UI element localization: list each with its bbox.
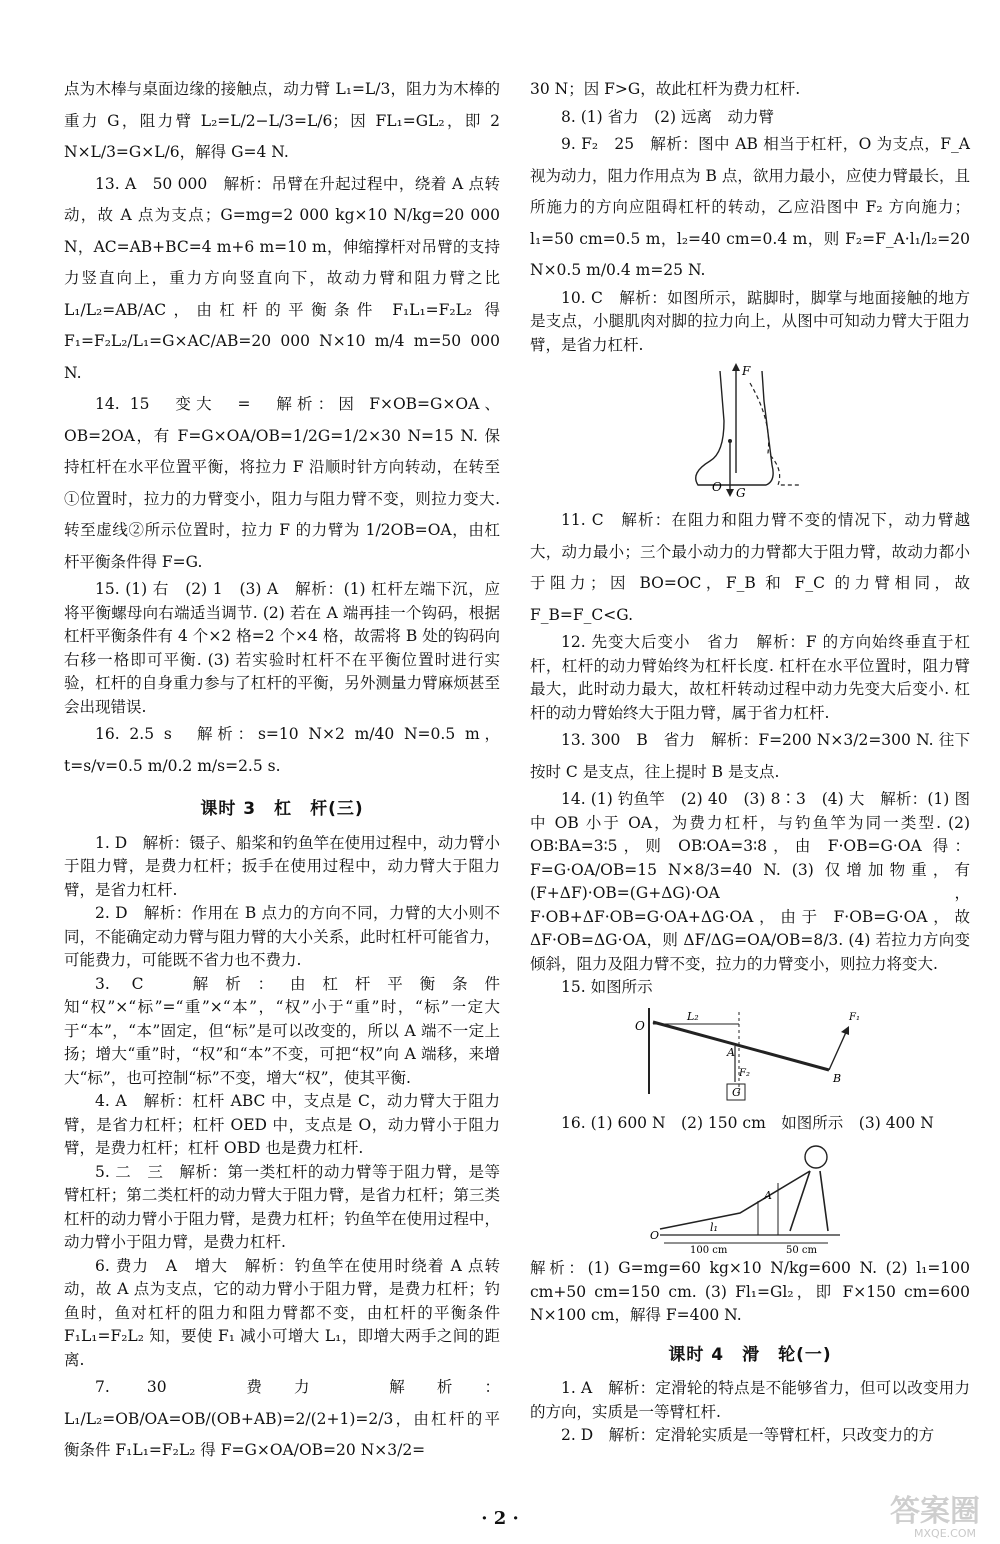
- pushup-dim-100: 100 cm: [690, 1245, 728, 1253]
- pushup-dim-50: 50 cm: [786, 1245, 817, 1253]
- answer-r10: 10. C 解析：如图所示，踮脚时，脚掌与地面接触的地方是支点，小腿肌肉对脚的拉力向上，从图中可知动力臂大于阻力臂，是省力杠杆.: [530, 288, 970, 354]
- lever-label-B: B: [833, 1071, 842, 1085]
- foot-figure: [680, 361, 820, 501]
- lever-label-O: O: [635, 1018, 645, 1033]
- foot-label-G: G: [736, 486, 746, 500]
- para-r0: 30 N；因 F>G，故此杠杆为费力杠杆.: [530, 80, 801, 98]
- answer-r14: 14. (1) 钓鱼竿 (2) 40 (3) 8∶3 (4) 大 解析：(1) 图中 OB 小于 OA，为费力杠杆，与钓鱼竿为同一类型. (2) OB∶BA=3∶5，则 OB∶OA=3∶8，由 F·OB=G·OA 得：F=G·OA/OB=15 N×8/3=40 N. (3) 仅增加物重，有(F+ΔF)·OB=(G+ΔG)·OA，F·OB+ΔF·OB=G·OA+ΔG·OA，由于 F·OB=G·OA，故 ΔF·OB=ΔG·OA，则 ΔF/ΔG=OA/OB=8/3. (4) 若拉力方向变倾斜，阻力及阻力臂不变，拉力的力臂变小，则拉力将变大.: [530, 790, 970, 973]
- lever-label-F2: F₂: [739, 1067, 750, 1079]
- lever-label-L2: L₂: [687, 1009, 699, 1023]
- left-column: [64, 74, 500, 1467]
- answer-r15: 15. 如图所示: [561, 978, 653, 996]
- lever-label-A: A: [727, 1045, 735, 1059]
- lever-label-G: G: [732, 1085, 741, 1099]
- right-column: [530, 74, 970, 1448]
- answer-5: 5. 二 三 解析：第一类杠杆的动力臂等于阻力臂，是等臂杠杆；第二类杠杆的动力臂大于阻力臂，是省力杠杆；第三类杠杆的动力臂小于阻力臂，是费力杠杆；钓鱼竿在使用过程中，动力臂小于阻力臂，是费力杠杆.: [64, 1162, 500, 1251]
- answer-3: 3. C 解析：由杠杆平衡条件知“权”×“标”=“重”×“本”，“权”小于“重”时，“标”一定大于“本”，“本”固定，但“标”是可以改变的，所以 A 端不一定上扬；增大“重”时，“权”和“本”不变，可把“权”向 A 端移，来增大“标”，也可控制“标”不变，增大“权”，使其平衡.: [64, 974, 500, 1087]
- answer-r9: 9. F₂ 25 解析：图中 AB 相当于杠杆，O 为支点，F_A 视为动力，阻力作用点为 B 点，欲用力最小，应使力臂最长，且所施力的方向应阻碍杠杆的转动，乙应沿图中 F₂ 方向施力；l₁=50 cm=0.5 m，l₂=40 cm=0.4 m，则 F₂=F_A·l₁/l₂=20 N×0.5 m/0.4 m=25 N.: [530, 135, 970, 279]
- pushup-label-l1: l₁: [710, 1221, 718, 1234]
- lever-figure: [635, 1004, 865, 1104]
- answer-r13: 13. 300 B 省力 解析：F=200 N×3/2=300 N. 往下按时 C 是支点，往上提时 B 是支点.: [530, 731, 970, 781]
- section-heading-3: 课时 3 杠 杆(三): [200, 799, 364, 819]
- pushup-figure: [640, 1143, 860, 1253]
- answer-r11: 11. C 解析：在阻力和阻力臂不变的情况下，动力臂越大，动力最小；三个最小动力的力臂都大于阻力臂，故动力都小于阻力；因 BO=OC，F_B 和 F_C 的力臂相同，故 F_B=F_C<G.: [530, 511, 970, 624]
- answer-2: 2. D 解析：作用在 B 点力的方向不同，力臂的大小则不同，不能确定动力臂与阻力臂的大小关系，此时杠杆可能省力，可能费力，可能既不省力也不费力.: [64, 904, 500, 969]
- answer-15: 15. (1) 右 (2) 1 (3) A 解析：(1) 杠杆左端下沉，应将平衡螺母向右端适当调节. (2) 若在 A 端再挂一个钩码，根据杠杆平衡条件有 4 个×2 格=2 个×4 格，故需将 B 处的钩码向右移一格即可平衡. (3) 若实验时杠杆不在平衡位置时进行实验，杠杆的自身重力参与了杠杆的平衡，另外测量力臂麻烦甚至会出现错误.: [64, 580, 500, 716]
- answer-14: 14. 15 变大 = 解析：因 F×OB=G×OA、OB=2OA，有 F=G×OA/OB=1/2G=1/2×30 N=15 N. 保持杠杆在水平位置平衡，将拉力 F 沿顺时针方向转动，在转至①位置时，拉力的力臂变小，阻力与阻力臂不变，则拉力变大. 转至虚线②所示位置时，拉力 F 的力臂为 1/2OB=OA，由杠杆平衡条件得 F=G.: [64, 395, 500, 571]
- answer-r8: 8. (1) 省力 (2) 远离 动力臂: [561, 107, 774, 126]
- page-number: · 2 ·: [481, 1508, 519, 1529]
- answer-r16-explain: 解析：(1) G=mg=60 kg×10 N/kg=600 N. (2) l₁=100 cm+50 cm=150 cm. (3) Fl₁=Gl₂，即 F×150 cm=600 N×100 cm，解得 F=400 N.: [530, 1259, 970, 1324]
- para-l0: 点为木棒与桌面边缘的接触点，动力臂 L₁=L/3，阻力为木棒的重力 G，阻力臂 L₂=L/2−L/3=L/6；因 FL₁=GL₂，即 2 N×L/3=G×L/6，解得 G=4 N.: [64, 80, 500, 161]
- answer-16: 16. 2.5 s 解析：s=10 N×2 m/40 N=0.5 m，t=s/v=0.5 m/0.2 m/s=2.5 s.: [64, 725, 500, 775]
- watermark-url: MXQE.COM: [914, 1527, 976, 1540]
- answer-b1: 1. A 解析：定滑轮的特点是不能够省力，但可以改变用力的方向，实质是一等臂杠杆.: [530, 1379, 970, 1421]
- watermark-logo: 答案圈: [890, 1494, 980, 1529]
- lever-label-F1: F₁: [849, 1011, 860, 1023]
- foot-label-F: F: [742, 364, 751, 378]
- answer-7: 7. 30 费力 解析：L₁/L₂=OB/OA=OB/(OB+AB)=2/(2+1)=2/3，由杠杆的平衡条件 F₁L₁=F₂L₂ 得 F=G×OA/OB=20 N×3/2=: [64, 1378, 500, 1459]
- answer-6: 6. 费力 A 增大 解析：钓鱼竿在使用时绕着 A 点转动，故 A 点为支点，它的动力臂小于阻力臂，是费力杠杆；钓鱼时，鱼对杠杆的阻力和阻力臂都不变，由杠杆的平衡条件 F₁L₁=F₂L₂ 知，要使 F₁ 减小可增大 L₁，即增大两手之间的距离.: [64, 1256, 500, 1369]
- answer-r12: 12. 先变大后变小 省力 解析：F 的方向始终垂直于杠杆，杠杆的动力臂始终为杠杆长度. 杠杆在水平位置时，阻力臂最大，此时动力最大，故杠杆转动过程中动力先变大后变小. 杠杆的动力臂始终大于阻力臂，属于省力杠杆.: [530, 633, 970, 722]
- answer-4: 4. A 解析：杠杆 ABC 中，支点是 C，动力臂大于阻力臂，是省力杠杆；杠杆 OED 中，支点是 O，动力臂小于阻力臂，是费力杠杆；杠杆 OBD 也是费力杠杆.: [64, 1092, 500, 1157]
- foot-label-O: O: [712, 480, 722, 494]
- pushup-label-A: A: [764, 1189, 772, 1202]
- answer-b2: 2. D 解析：定滑轮实质是一等臂杠杆，只改变力的方: [561, 1426, 935, 1444]
- pushup-label-O: O: [650, 1229, 660, 1242]
- answer-r16: 16. (1) 600 N (2) 150 cm 如图所示 (3) 400 N: [561, 1113, 934, 1132]
- answer-13: 13. A 50 000 解析：吊臂在升起过程中，绕着 A 点转动，故 A 点为支点；G=mg=2 000 kg×10 N/kg=20 000 N，AC=AB+BC=4 m+6 m=10 m，伸缩撑杆对吊臂的支持力竖直向上，重力方向竖直向下，故动力臂和阻力臂之比 L₁/L₂=AB/AC，由杠杆的平衡条件 F₁L₁=F₂L₂ 得 F₁=F₂L₂/L₁=G×AC/AB=20 000 N×10 m/4 m=50 000 N.: [64, 174, 500, 382]
- answer-1: 1. D 解析：镊子、船桨和钓鱼竿在使用过程中，动力臂小于阻力臂，是费力杠杆；扳手在使用过程中，动力臂大于阻力臂，是省力杠杆.: [64, 833, 500, 899]
- section-heading-4: 课时 4 滑 轮(一): [668, 1344, 832, 1365]
